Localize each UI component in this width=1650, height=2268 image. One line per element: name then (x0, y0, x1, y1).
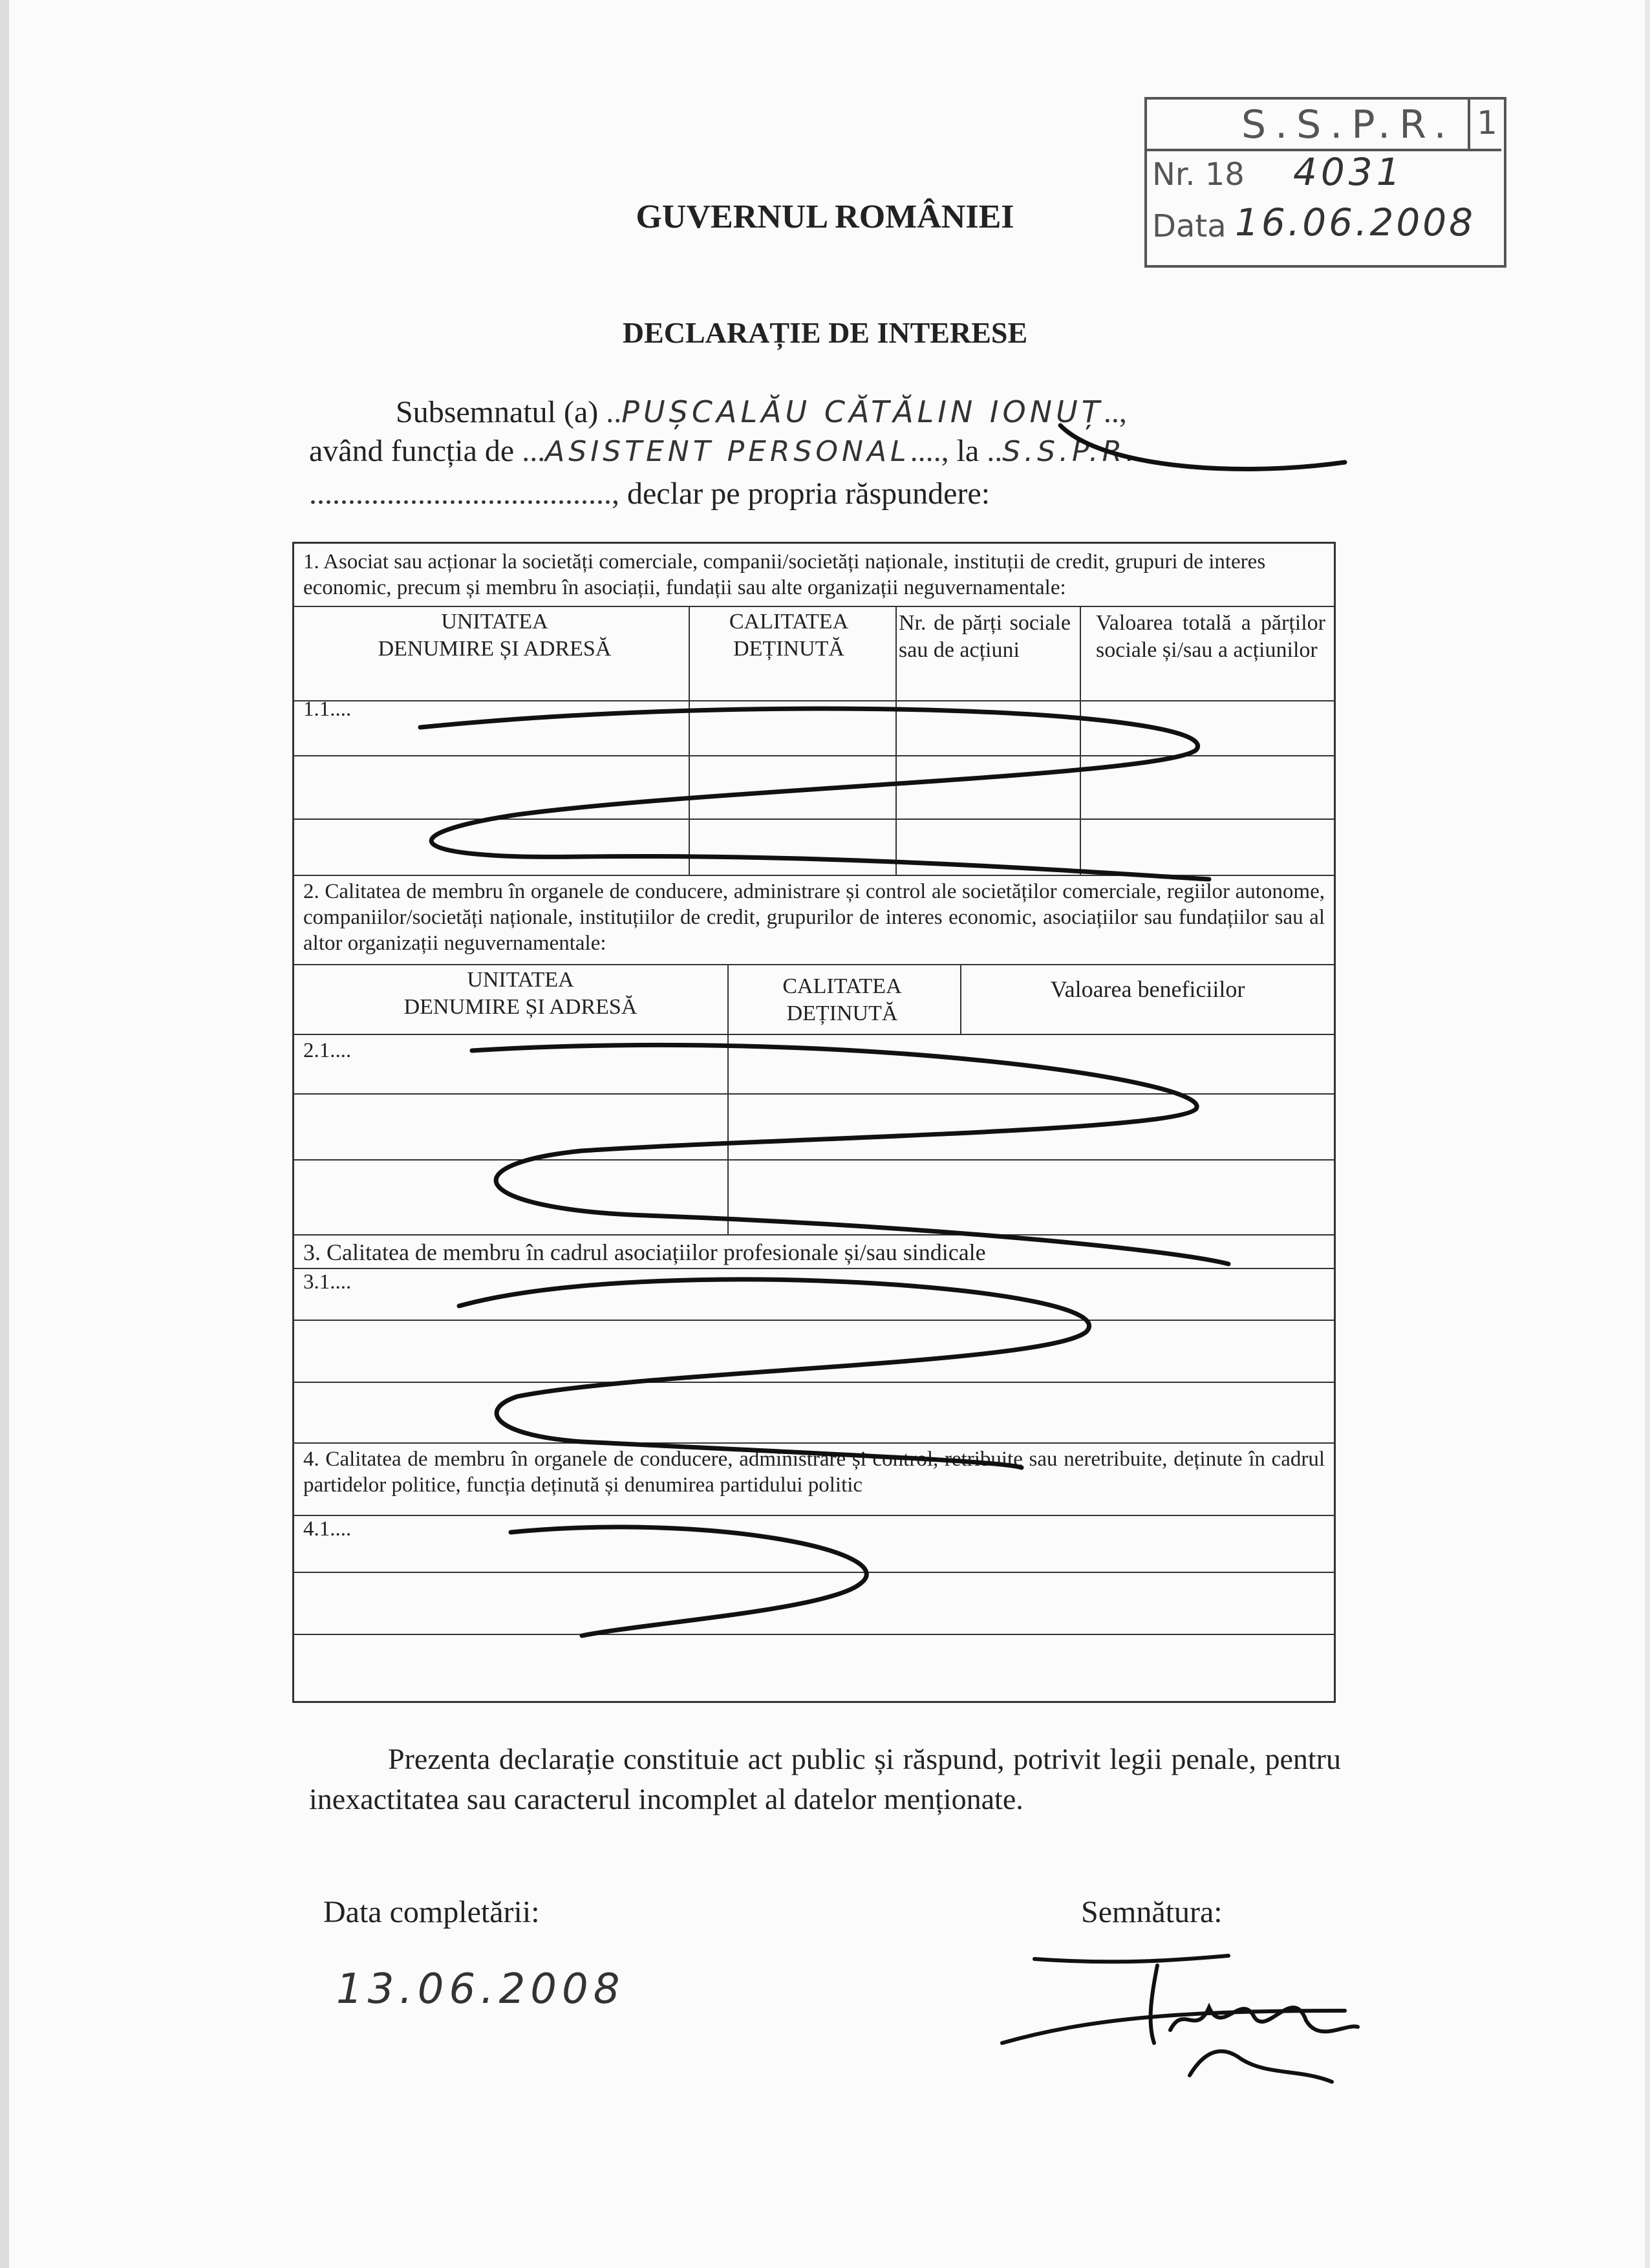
s2-row-rule-1 (294, 1093, 1334, 1095)
interests-form-table (292, 542, 1336, 1703)
s3-row-label: 3.1.... (303, 1270, 352, 1294)
s1-col-divider-1 (689, 606, 690, 875)
completion-date-value: 13.06.2008 (336, 1965, 625, 2013)
s2-col-unit-header (301, 967, 740, 1021)
s1-col-unit-header (301, 608, 689, 663)
stamp-data-label: Data (1152, 208, 1227, 244)
s1-row-rule-1 (294, 755, 1334, 756)
government-title: GUVERNUL ROMÂNIEI (636, 198, 1014, 235)
s2-end-rule (294, 1234, 1334, 1236)
name-label: Subsemnatul (a) (396, 395, 599, 429)
s2-col-divider-1 (727, 964, 729, 1234)
section-2-header-rule (294, 964, 1334, 965)
stamp-org: S.S.P.R. (1241, 102, 1455, 147)
s1-header-bottom-rule (294, 700, 1334, 701)
s1-col-quality-header (689, 608, 889, 663)
stamp-data-value: 16.06.2008 (1235, 200, 1476, 244)
s2-col-unit-line2: DENUMIRE ȘI ADRESĂ (403, 995, 638, 1019)
s1-col-quality-line1: CALITATEA (729, 610, 849, 634)
s2-row-label: 2.1.... (303, 1039, 352, 1062)
s1-col-unit-line2: DENUMIRE ȘI ADRESĂ (378, 637, 612, 661)
s2-col-unit-line1: UNITATEA (467, 968, 574, 992)
s3-end-rule (294, 1442, 1334, 1444)
function-value: ASISTENT PERSONAL (545, 435, 910, 468)
signature-label: Semnătura: (1081, 1895, 1223, 1929)
s3-row-rule-1 (294, 1320, 1334, 1321)
declarant-closing-line: ......................................., declar pe propria răspundere: (309, 476, 991, 511)
s4-title-rule (294, 1515, 1334, 1516)
s4-row-rule-2 (294, 1634, 1334, 1635)
s1-col-quality-line2: DEȚINUTĂ (733, 637, 844, 661)
at-value: S.S.P.R. (1002, 435, 1139, 468)
s1-col-divider-3 (1080, 606, 1081, 875)
function-label: având funcția de (309, 434, 515, 468)
section-1-header-rule (294, 606, 1334, 607)
s1-row-label: 1.1.... (303, 698, 352, 721)
signature-strokes (1002, 1956, 1358, 2082)
section-4-title: 4. Calitatea de membru în organele de conducere, administrare și control, retribuite sau neretribuite, deținute în cadrul partidelor politice, funcția deținută și denumirea partidului politic (303, 1448, 1325, 1497)
declarant-name-line: Subsemnatul (a) ..PUȘCALĂU CĂTĂLIN IONUȚ.., (396, 394, 1127, 429)
s4-row-label: 4.1.... (303, 1517, 352, 1541)
declarant-closing: declar pe propria răspundere: (627, 476, 991, 511)
s1-col-divider-2 (895, 606, 897, 875)
stamp-page-number: 1 (1468, 97, 1504, 149)
legal-statement: Prezenta declarație constituie act public și răspund, potrivit legii penale, pentru inexactitatea sau caracterul incomplet al datelor menționate. (309, 1742, 1341, 1815)
s1-col-value-header: Valoarea totală a părților sociale și/sau a acțiunilor (1096, 611, 1325, 662)
s1-col-unit-line1: UNITATEA (441, 610, 548, 634)
s3-row-rule-2 (294, 1382, 1334, 1383)
stamp-nr-value: 4031 (1293, 150, 1404, 194)
section-1-title: 1. Asociat sau acționar la societăți comerciale, companii/societăți naționale, instituții de credit, grupuri de interes economic, precum și membru în asociații, fundații sau alte organizații neguvernamentale: (303, 550, 1266, 599)
s1-col-shares-header: Nr. de părți sociale sau de acțiuni (899, 611, 1071, 662)
s1-row-rule-2 (294, 818, 1334, 820)
s2-col-quality-line2: DEȚINUTĂ (786, 1001, 898, 1025)
declarant-function-line: având funcția de ...ASISTENT PERSONAL...., la ..S.S.P.R. (309, 434, 1139, 468)
stamp-nr-label: Nr. 18 (1152, 156, 1245, 193)
s4-row-rule-1 (294, 1572, 1334, 1573)
completion-date-label: Data completării: (323, 1895, 540, 1929)
s2-col-divider-2 (960, 964, 961, 1034)
government-header (0, 198, 1650, 236)
s3-title-rule (294, 1268, 1334, 1269)
section-3-title: 3. Calitatea de membru în cadrul asociațiilor profesionale și/sau sindicale (303, 1239, 986, 1265)
s2-col-quality-line1: CALITATEA (782, 974, 902, 998)
section-2-title: 2. Calitatea de membru în organele de conducere, administrare și control ale societăților comerciale, regiilor autonome, companiilor/societăți naționale, instituțiilor de credit, grupurilor de interes economic, asociațiilor sau fundațiilor sau al altor organizații neguvernamentale: (303, 880, 1325, 955)
registration-stamp (1144, 97, 1506, 265)
s2-header-bottom-rule (294, 1034, 1334, 1035)
s2-col-benefits-header: Valoarea beneficiilor (1050, 976, 1245, 1002)
name-value: PUȘCALĂU CĂTĂLIN IONUȚ (621, 394, 1104, 429)
at-label: la (956, 434, 980, 468)
signature-mark (996, 1946, 1397, 2095)
document-title: DECLARAȚIE DE INTERESE (622, 316, 1028, 349)
s2-row-rule-2 (294, 1159, 1334, 1161)
s2-col-quality-header (727, 973, 957, 1027)
s1-end-rule (294, 875, 1334, 876)
